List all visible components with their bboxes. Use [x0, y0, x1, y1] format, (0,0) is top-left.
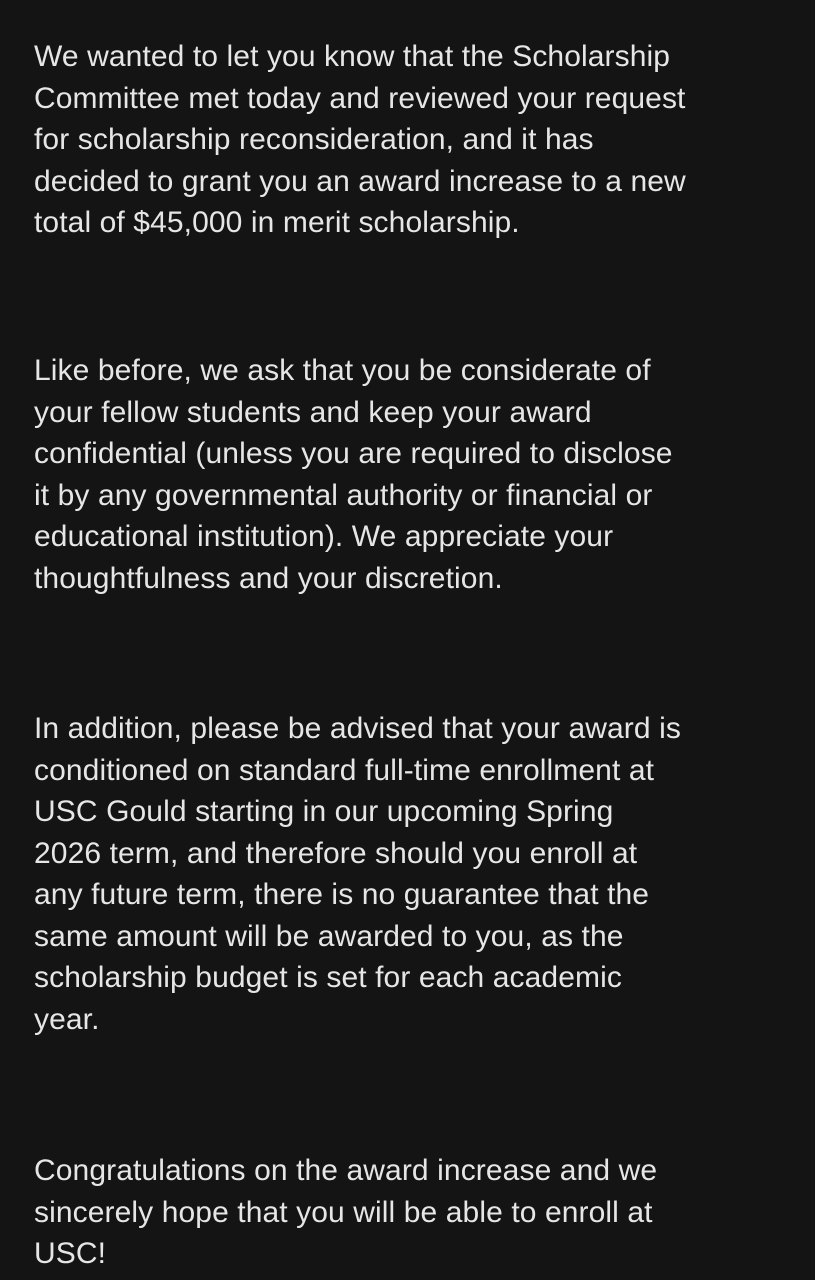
paragraph-congratulations: Congratulations on the award increase and we sincerely hope that you will be able to enroll at USC! [34, 1154, 658, 1270]
paragraph-enrollment-condition: In addition, please be advised that your award is conditioned on standard full-time enrollment at USC Gould starting in our upcoming Spring 2026 term, and therefore should you enroll at any future term, there is no guarantee that the same amount will be awarded to you, as the scholarship budget is set for each academic year. [34, 712, 681, 1036]
paragraph-award-increase: We wanted to let you know that the Scholarship Committee met today and reviewed your request for scholarship reconsideration, and it has decided to grant you an award increase to a new total of $45,000 in merit scholarship. [34, 40, 686, 239]
paragraph-confidentiality: Like before, we ask that you be considerate of your fellow students and keep your award confidential (unless you are required to disclose it by any governmental authority or financial or educational institution). We appreciate your thoughtfulness and your discretion. [34, 354, 673, 595]
